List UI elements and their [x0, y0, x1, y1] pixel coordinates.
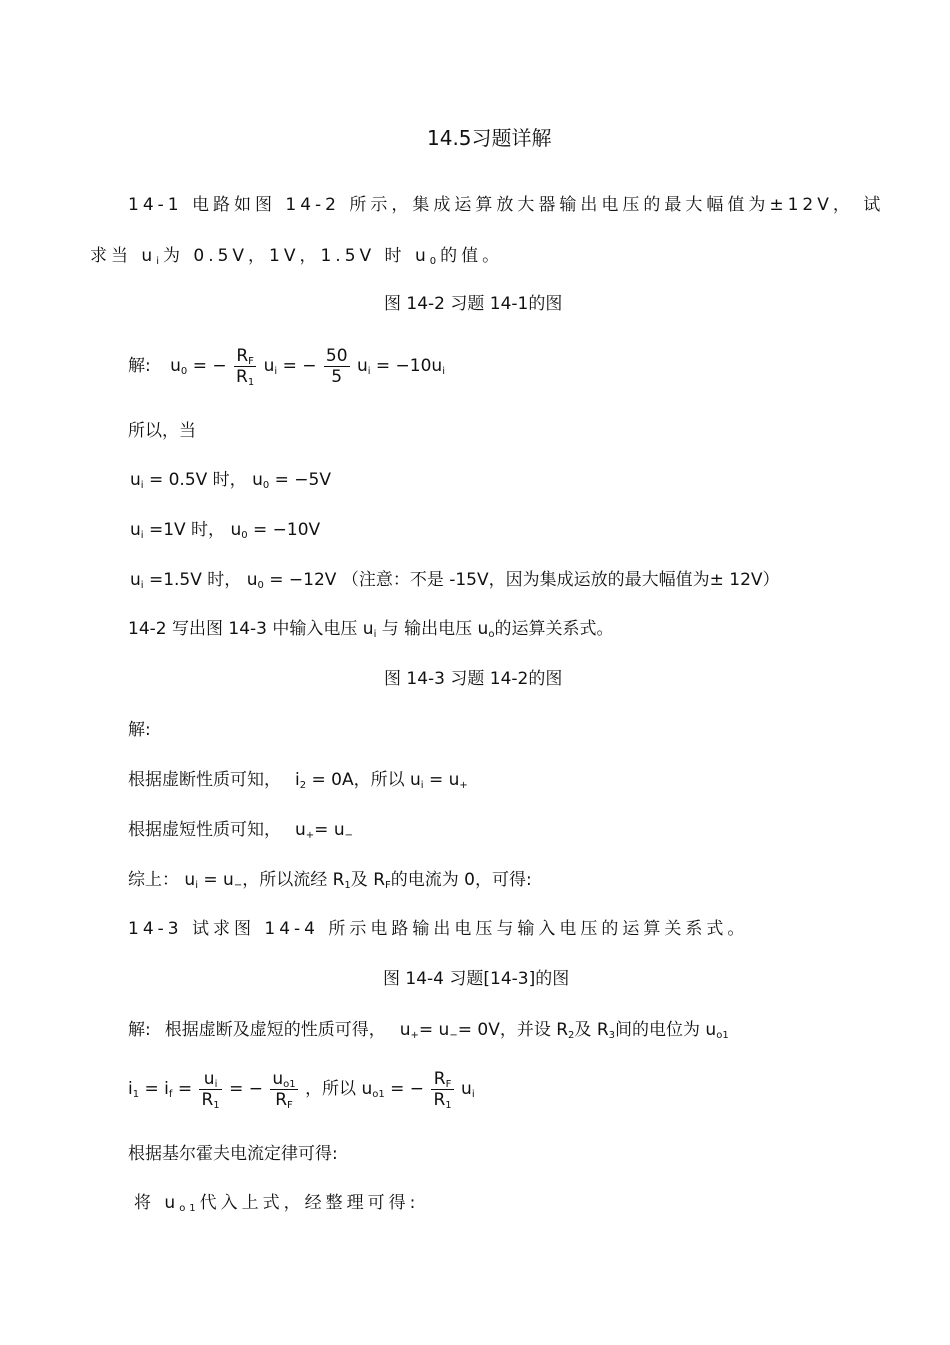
- solution-14-2-label: 解:: [128, 720, 151, 740]
- virtual-break-line: 根据虚断性质可知， $i_2 = 0A$，所以 $u_i = u_+$: [128, 770, 468, 791]
- figure-caption-14-2: 图 14-2 习题 14-1的图: [384, 294, 563, 314]
- problem-14-3: 14-3 试求图 14-4 所示电路输出电压与输入电压的运算关系式。: [128, 919, 749, 939]
- case-0-5v: $u_i = 0.5V$ 时， $u_0 = -5V$: [130, 470, 331, 491]
- kcl-line: 根据基尔霍夫电流定律可得:: [128, 1144, 338, 1164]
- fraction-rf-r1-2: $\frac{R_F}{R_1}$: [433, 1068, 452, 1111]
- problem-14-1-line2: 求当 $u_i$为 0.5V，1V，1.5V 时 $u_0$的值。: [90, 246, 504, 267]
- figure-caption-14-4: 图 14-4 习题[14-3]的图: [383, 969, 570, 989]
- case-1v: $u_i =1V$ 时， $u_0 = -10V$: [130, 520, 321, 541]
- solution-14-1-formula: 解: $u_0$ = − $\frac{R_F}{R_1}$ $u_i$ = − $\frac{50}{5}$ $u_i = -10u_i$: [128, 345, 445, 388]
- fraction-rf-r1: $\frac{R_F}{R_1}$: [236, 345, 255, 388]
- solution-14-3-line1: 解: 根据虚断及虚短的性质可得， $u_+= u_-= 0V$，并设 $R_2$及 $R_3$间的电位为 $u_{o1}$: [128, 1020, 729, 1041]
- fraction-uo1-rf: $\frac{u_{o1}}{R_F}$: [272, 1068, 296, 1111]
- case-1-5v: $u_i =1.5V$ 时， $u_0 = -12V$ （注意：不是 -15V，因为集成运放的最大幅值为± 12V）: [130, 570, 780, 591]
- page-title: 14.5习题详解: [427, 126, 552, 150]
- problem-14-1-line1: 14-1 电路如图 14-2 所示，集成运算放大器输出电压的最大幅值为±12V， 试: [128, 195, 885, 215]
- solution-14-3-formula: $i_1 = i_f$ = $\frac{u_i}{R_1}$ = − $\frac{u_{o1}}{R_F}$ ，所以 $u_{o1}$ = − $\frac{R_F}{R_1}$ $u_i$: [128, 1068, 475, 1111]
- substitute-line: 将 $u_{o1}$代入上式，经整理可得:: [134, 1193, 420, 1214]
- summary-line: 综上： $u_i = u_-$，所以流经 $R_1$及 $R_F$的电流为 0，可得:: [128, 870, 532, 891]
- virtual-short-line: 根据虚短性质可知， $u_+= u_-$: [128, 820, 353, 841]
- figure-caption-14-3: 图 14-3 习题 14-2的图: [384, 669, 563, 689]
- fraction-ui-r1: $\frac{u_i}{R_1}$: [201, 1068, 220, 1111]
- fraction-50-5: $\frac{50}{5}$: [325, 345, 348, 387]
- problem-14-2: 14-2 写出图 14-3 中输入电压 $u_i$ 与 输出电压 $u_o$的运算关系式。: [128, 619, 614, 640]
- so-when: 所以，当: [128, 421, 196, 441]
